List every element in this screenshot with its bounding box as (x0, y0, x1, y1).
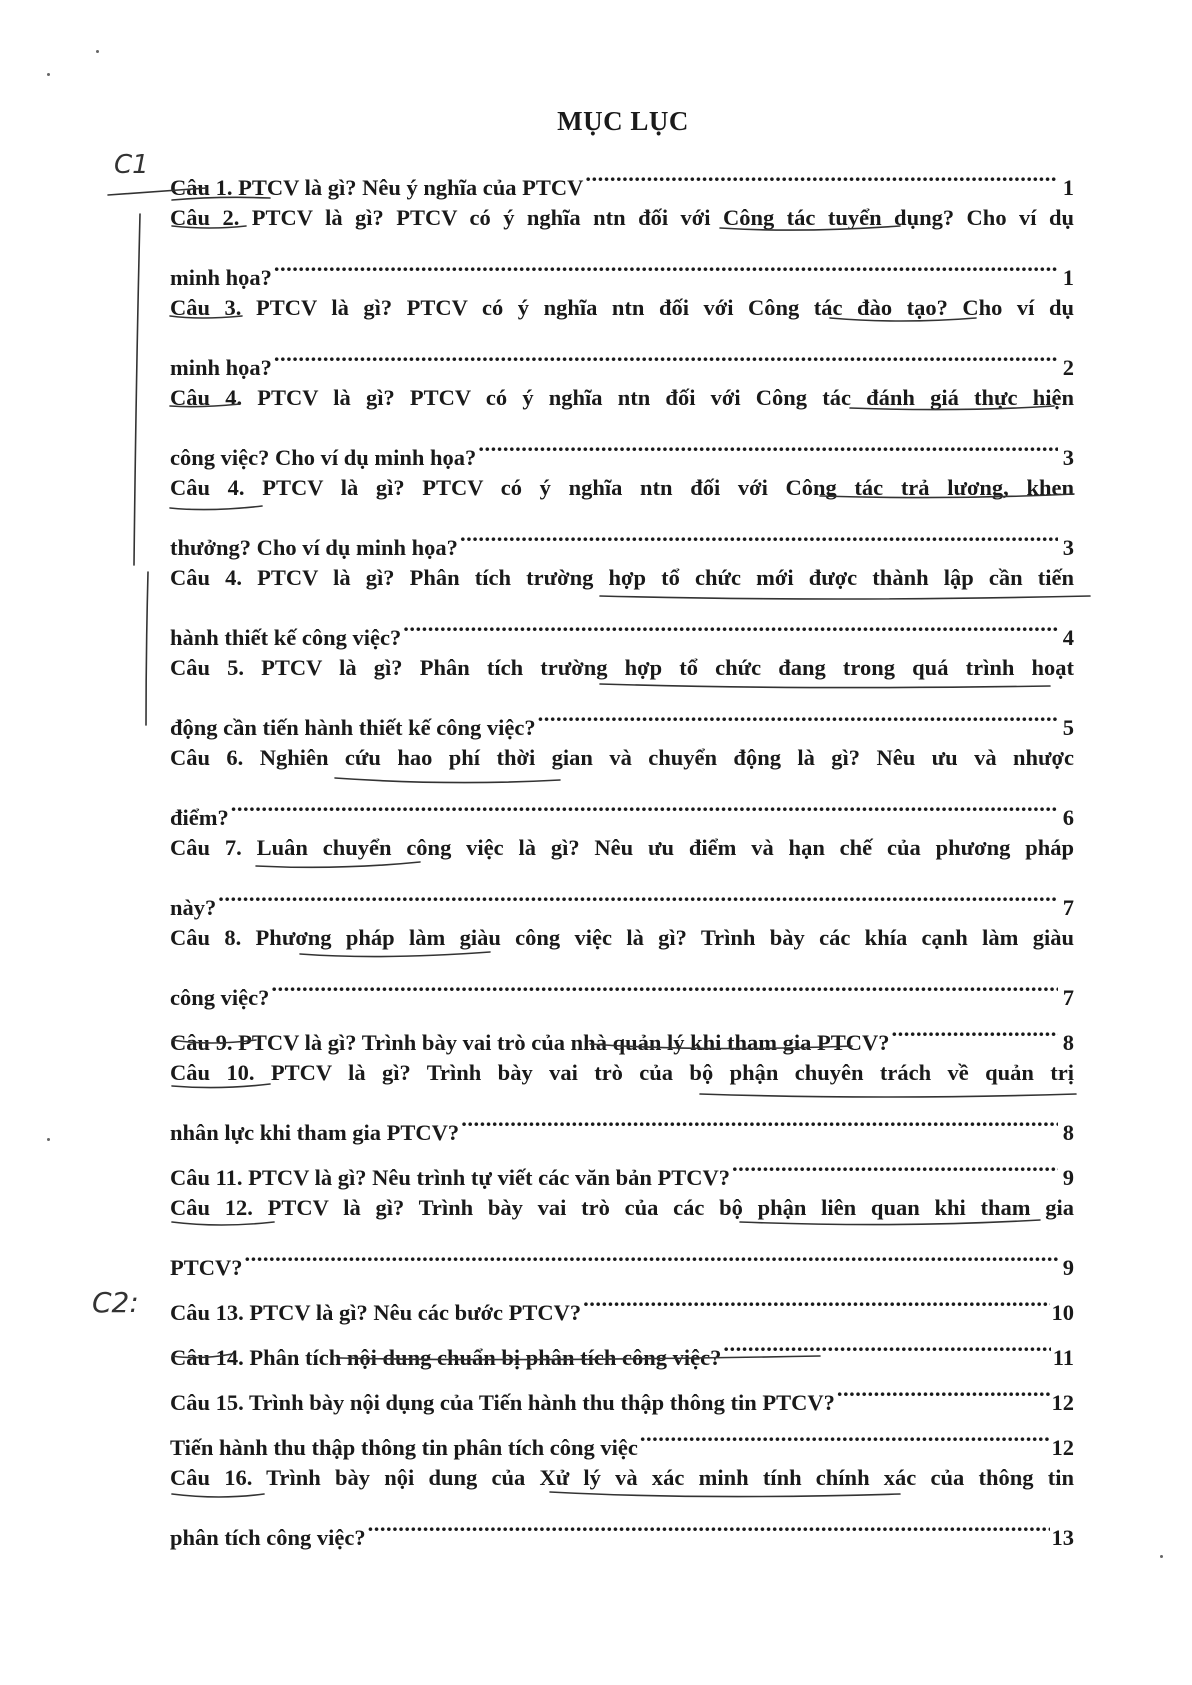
margin-note-c2: C2: (92, 1286, 139, 1319)
toc-page-number: 7 (1062, 895, 1074, 920)
dot-leader (461, 1095, 1058, 1140)
dot-leader (368, 1500, 1050, 1545)
toc-entry-text: phân tích công việc? (170, 1525, 366, 1550)
toc-page-number: 8 (1062, 1030, 1074, 1055)
toc-page-number: 9 (1062, 1165, 1074, 1190)
toc-entry-text: công việc? Cho ví dụ minh họa? (170, 445, 477, 470)
toc-entry-text: Câu 7. Luân chuyển công việc là gì? Nêu ưu điểm và hạn chế của phương pháp (170, 835, 1074, 860)
toc-entry-text: minh họa? (170, 355, 272, 380)
dot-leader (478, 420, 1058, 465)
toc-entry-text: điểm? (170, 805, 229, 830)
toc-entry-text: Câu 8. Phương pháp làm giàu công việc là gì? Trình bày các khía cạnh làm giàu (170, 925, 1074, 950)
toc-page-number: 12 (1051, 1435, 1074, 1460)
dot-leader (460, 510, 1058, 555)
toc-entry[interactable] (170, 825, 1074, 920)
toc-entry-text: minh họa? (170, 265, 272, 290)
toc-entry-text: Câu 9. PTCV là gì? Trình bày vai trò của nhà quản lý khi tham gia PTCV? (170, 1030, 890, 1055)
toc-page-number: 10 (1051, 1300, 1074, 1325)
toc-entry-text: Câu 3. PTCV là gì? PTCV có ý nghĩa ntn đối với Công tác đào tạo? Cho ví dụ (170, 295, 1074, 320)
toc-entry[interactable] (170, 1455, 1074, 1550)
toc-entry-text: Câu 15. Trình bày nội dụng của Tiến hành thu thập thông tin PTCV? (170, 1390, 835, 1415)
toc-entry[interactable] (170, 555, 1074, 650)
dot-leader (585, 150, 1058, 195)
toc-entry-text: Câu 14. Phân tích nội dung chuẩn bị phân tích công việc? (170, 1345, 722, 1370)
toc-entry-text: Câu 1. PTCV là gì? Nêu ý nghĩa của PTCV (170, 175, 584, 200)
scan-speck (1160, 1555, 1163, 1558)
scan-speck (47, 73, 50, 76)
toc-page-number: 2 (1062, 355, 1074, 380)
toc-entry[interactable] (170, 465, 1074, 560)
toc-entry-text: công việc? (170, 985, 270, 1010)
dot-leader (583, 1275, 1049, 1320)
toc-entry-text: động cần tiến hành thiết kế công việc? (170, 715, 536, 740)
toc-page-number: 4 (1062, 625, 1074, 650)
toc-entry[interactable] (170, 150, 1074, 200)
toc-entry-text: Câu 5. PTCV là gì? Phân tích trường hợp tổ chức đang trong quá trình hoạt (170, 655, 1074, 680)
toc-page-number: 9 (1062, 1255, 1074, 1280)
dot-leader (640, 1410, 1050, 1455)
toc-entry[interactable] (170, 1275, 1074, 1325)
toc-entry-text: hành thiết kế công việc? (170, 625, 402, 650)
scan-speck (96, 50, 99, 53)
toc-entry[interactable] (170, 735, 1074, 830)
scan-speck (47, 1138, 50, 1141)
toc-entry[interactable] (170, 285, 1074, 380)
toc-entry-text: Câu 4. PTCV là gì? PTCV có ý nghĩa ntn đối với Công tác đánh giá thực hiện (170, 385, 1074, 410)
toc-page-number: 12 (1051, 1390, 1074, 1415)
margin-note-c1: C1 (114, 150, 149, 180)
toc-entry[interactable] (170, 1050, 1074, 1145)
dot-leader (271, 960, 1058, 1005)
toc-entry-text: Câu 16. Trình bày nội dung của Xử lý và xác minh tính chính xác của thông tin (170, 1465, 1074, 1490)
toc-entry-text: Câu 4. PTCV là gì? PTCV có ý nghĩa ntn đối với Công tác trả lương, khen (170, 475, 1074, 500)
toc-title: MỤC LỤC (557, 106, 689, 136)
toc-entry-text: Câu 10. PTCV là gì? Trình bày vai trò của bộ phận chuyên trách về quản trị (170, 1060, 1074, 1085)
toc-entry[interactable] (170, 1185, 1074, 1280)
toc-page-number: 13 (1051, 1525, 1074, 1550)
toc-list (170, 150, 1074, 1550)
toc-page-number: 1 (1062, 265, 1074, 290)
margin-bracket-line (146, 572, 148, 725)
toc-page-number: 7 (1062, 985, 1074, 1010)
toc-entry-text: nhân lực khi tham gia PTCV? (170, 1120, 460, 1145)
toc-entry-text: Tiến hành thu thập thông tin phân tích công việc (170, 1435, 638, 1460)
toc-entry-text: thưởng? Cho ví dụ minh họa? (170, 535, 458, 560)
toc-entry-text: Câu 2. PTCV là gì? PTCV có ý nghĩa ntn đối với Công tác tuyển dụng? Cho ví dụ (170, 205, 1074, 230)
toc-page-number: 8 (1062, 1120, 1074, 1145)
toc-page-number: 3 (1062, 535, 1074, 560)
dot-leader (274, 330, 1058, 375)
toc-page-number: 3 (1062, 445, 1074, 470)
dot-leader (892, 1005, 1058, 1050)
toc-page-number: 1 (1062, 175, 1074, 200)
toc-entry-text: Câu 11. PTCV là gì? Nêu trình tự viết các văn bản PTCV? (170, 1165, 730, 1190)
dot-leader (231, 780, 1058, 825)
dot-leader (245, 1230, 1059, 1275)
toc-page-number: 5 (1062, 715, 1074, 740)
margin-bracket-line (134, 214, 140, 565)
toc-entry-text: Câu 13. PTCV là gì? Nêu các bước PTCV? (170, 1300, 582, 1325)
toc-page-number: 11 (1052, 1345, 1074, 1370)
dot-leader (218, 870, 1058, 915)
toc-entry[interactable] (170, 645, 1074, 740)
toc-entry[interactable] (170, 1005, 1074, 1055)
dot-leader (837, 1365, 1050, 1410)
toc-page-number: 6 (1062, 805, 1074, 830)
toc-entry-text: Câu 4. PTCV là gì? Phân tích trường hợp tổ chức mới được thành lập cần tiến (170, 565, 1074, 590)
dot-leader (403, 600, 1058, 645)
toc-entry-text: Câu 6. Nghiên cứu hao phí thời gian và chuyển động là gì? Nêu ưu và nhược (170, 745, 1074, 770)
dot-leader (723, 1320, 1050, 1365)
toc-entry-text: này? (170, 895, 217, 920)
toc-entry-text: PTCV? (170, 1255, 243, 1280)
toc-entry[interactable] (170, 915, 1074, 1010)
toc-entry[interactable] (170, 375, 1074, 470)
dot-leader (732, 1140, 1058, 1185)
dot-leader (538, 690, 1058, 735)
dot-leader (274, 240, 1058, 285)
toc-entry[interactable] (170, 195, 1074, 290)
toc-entry-text: Câu 12. PTCV là gì? Trình bày vai trò của các bộ phận liên quan khi tham gia (170, 1195, 1074, 1220)
